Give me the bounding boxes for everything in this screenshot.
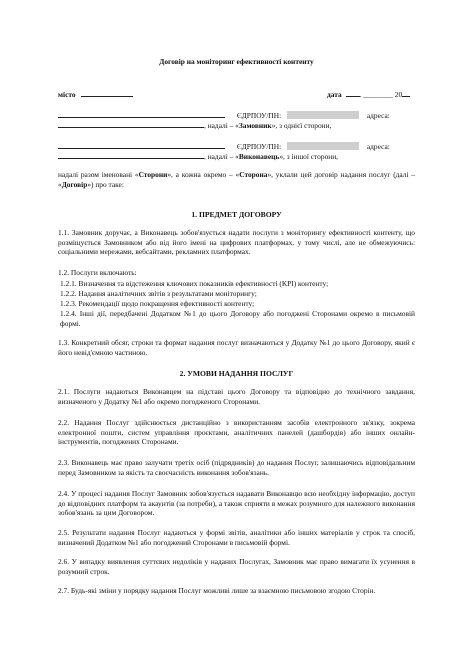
intro-text-h: ») про таке: [87,179,124,189]
intro-text-f: послуг (далі – « [58,170,415,189]
date-label: дата [327,90,342,99]
clause-1-3: 1.3. Конкретний обсяг, строки та формат надання послуг визначаються у Додатку №1 до цього Договору, який є його невід'ємною частиною. [58,338,415,357]
party2-line1 [58,141,390,151]
party1-tail-a: , надалі – « [204,121,239,130]
party2-address-label: адреса: [366,142,390,151]
section2-heading: 2. УМОВИ НАДАННЯ ПОСЛУГ [179,369,294,378]
intro-term-party: Сторона [239,170,268,179]
party1-line2 [58,120,331,130]
clause-2-7: 2.7. Будь-які зміни у порядку надання Послуг можливі лише за взаємною письмовою згодою Сторін. [58,586,376,595]
party1-line1 [58,110,390,120]
party2-tail-a: , надалі – « [204,152,239,161]
clause-2-2: 2.2. Надання Послуг здійснюється дистанційно з використанням засобів електронного зв'язку, зокрема електронної пошти, систем управління проєктами, аналітичних панелей (дашбордів) або інших онлайн-інструментів, погоджених Сторонами. [58,418,415,447]
document-title: Договір на моніторинг ефективності контенту [159,57,314,66]
city-label-text: місто [58,90,76,99]
clause-2-5: 2.5. Результати надання Послуг надаються у формі звітів, аналітики або інших матеріалів у строк та спосіб, визначений Додатком №1 або погоджений Сторонами в письмовій формі. [58,528,415,547]
section1-heading: 1. ПРЕДМЕТ ДОГОВОРУ [191,210,282,219]
clause-2-4: 2.4. У процесі надання Послуг Замовник зобов'язується надавати Виконавцю всю необхідну інформацію, доступ до відповідних платформ та акаунтів (за потреби), а також сприяти в межах розумного для належного виконання зобов'язань за цим Договором. [58,489,415,518]
party1-tail-b: », з однієї сторони, [271,121,332,130]
date-day-blank[interactable] [346,89,360,97]
intro-term-parties: Сторони [138,170,168,179]
date-year-blank[interactable] [402,89,410,97]
party1-name-blank[interactable] [58,110,225,118]
clause-2-3: 2.3. Виконавець має право залучати третіх осіб (підрядників) до надання Послуг, залишаючись відповідальним перед Замовником за якість та своєчасність виконання зобов'язань. [58,458,415,477]
party2-role: Виконавець [238,152,280,161]
intro-paragraph [58,170,415,189]
party2-name-blank[interactable] [58,141,225,149]
intro-text-e: », уклали цей договір надання [267,170,367,179]
party1-edrpou-label: ЄДРПОУ/ПН: [236,111,282,120]
clause-2-1: 2.1. Послуги надаються Виконавцем на підставі цього Договору та відповідно до технічного завдання, визначеного у Додатку №1 або окремо погодженого Сторонами. [58,387,415,406]
intro-term-contract: Договір [61,179,88,189]
intro-text-c: », а кожна окремо – « [167,170,240,179]
clause-1-1: 1.1. Замовник доручає, а Виконавець зобов'язується надати послуги з моніторингу ефективності контенту, що розміщується Замовником або від його імені на цифрових платформах, у тому числі, але не обмежуючись: соціальними мережами, вебсайтами, рекламних платформах. [58,228,415,257]
party1-role: Замовник [238,121,272,130]
intro-text-a: надалі разом іменовані « [58,170,139,179]
party2-tail-b: », з іншої сторони, [279,152,339,161]
clause-1-2-title: 1.2. Послуги включають: [58,268,137,277]
clause-1-2-3: 1.2.3. Рекомендації щодо покращення ефективності контенту; [60,299,255,308]
party2-edrpou-label: ЄДРПОУ/ПН: [236,142,282,151]
clause-2-6: 2.6. У випадку виявлення суттєвих недоліків у наданих Послугах, Замовник має право вимагати їх усунення в розумний строк. [58,557,415,576]
party2-edrpou-field[interactable] [287,142,359,150]
date-line [327,89,410,99]
party1-address-blank[interactable] [58,120,204,128]
party1-edrpou-field[interactable] [287,111,359,119]
clause-1-2-2: 1.2.2. Надання аналітичних звітів з результатами моніторингу; [60,289,257,298]
city-blank[interactable] [81,89,133,97]
party1-address-label: адреса: [366,111,390,120]
city-label [58,89,133,99]
clause-1-2-1: 1.2.1. Визначення та відстеження ключових показників ефективності (KPI) контенту; [60,279,329,288]
date-year-prefix: . ________ 20 [359,90,403,99]
party2-line2 [58,151,338,161]
party2-address-blank[interactable] [58,151,204,159]
clause-1-2-4: 1.2.4. Інші дії, передбачені Додатком №1 до цього Договору або погоджені Сторонами окремо в письмовій формі. [60,309,415,328]
